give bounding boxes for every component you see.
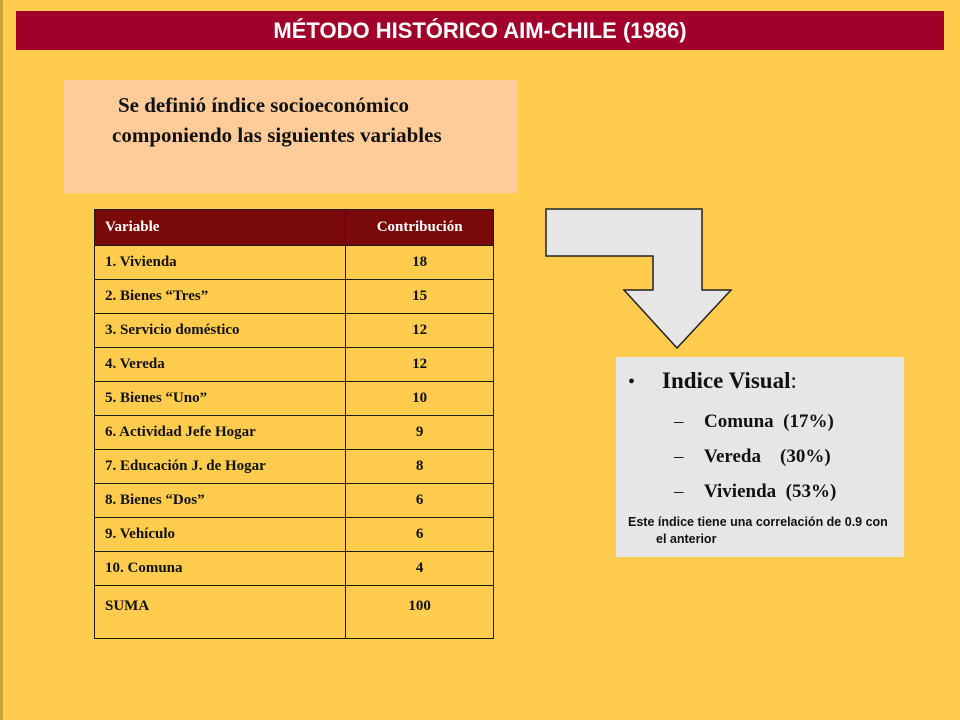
table-row	[95, 552, 494, 586]
table-row	[95, 348, 494, 382]
bullet-icon: •	[628, 371, 636, 393]
variable-cell: 1. Vivienda	[95, 246, 346, 280]
intro-text: Se definió índice socioeconómico componiendo las siguientes variables	[112, 93, 442, 147]
variables-table	[94, 209, 494, 639]
variable-cell: 7. Educación J. de Hogar	[95, 450, 346, 484]
variable-cell: 4. Vereda	[95, 348, 346, 382]
contribution-cell: 10	[346, 382, 494, 416]
table-header-row	[95, 210, 494, 246]
variable-cell: 5. Bienes “Uno”	[95, 382, 346, 416]
contribution-cell: 12	[346, 314, 494, 348]
variable-cell: 8. Bienes “Dos”	[95, 484, 346, 518]
list-item	[674, 404, 894, 439]
table-row	[95, 586, 494, 639]
table-body	[95, 246, 494, 639]
intro-box	[64, 80, 518, 193]
variable-cell: 2. Bienes “Tres”	[95, 280, 346, 314]
header-contribution: Contribución	[346, 210, 494, 246]
dash-icon: –	[674, 411, 684, 432]
visual-index-heading-row	[628, 367, 894, 396]
visual-index-colon: :	[790, 368, 797, 393]
table-row	[95, 518, 494, 552]
contribution-cell: 15	[346, 280, 494, 314]
contribution-cell: 6	[346, 518, 494, 552]
table-row	[95, 450, 494, 484]
variable-cell: 9. Vehículo	[95, 518, 346, 552]
dash-icon: –	[674, 446, 684, 467]
variable-cell: 3. Servicio doméstico	[95, 314, 346, 348]
contribution-cell: 100	[346, 586, 494, 639]
variable-cell: 6. Actividad Jefe Hogar	[95, 416, 346, 450]
table-row	[95, 416, 494, 450]
contribution-cell: 4	[346, 552, 494, 586]
table-row	[95, 484, 494, 518]
slide-title: MÉTODO HISTÓRICO AIM-CHILE (1986)	[273, 17, 687, 43]
contribution-cell: 12	[346, 348, 494, 382]
visual-index-box	[616, 357, 904, 557]
contribution-cell: 8	[346, 450, 494, 484]
table-row	[95, 280, 494, 314]
visual-item-vivienda: Vivienda (53%)	[704, 481, 837, 502]
dash-icon: –	[674, 481, 684, 502]
visual-item-vereda: Vereda (30%)	[704, 446, 831, 467]
contribution-cell: 6	[346, 484, 494, 518]
left-edge-rule	[0, 0, 3, 720]
down-arrow-shape	[546, 209, 731, 348]
visual-index-note: Este índice tiene una correlación de 0.9 con el anterior	[628, 515, 888, 546]
visual-item-comuna: Comuna (17%)	[704, 411, 834, 432]
list-item	[674, 439, 894, 474]
down-arrow-icon	[545, 208, 735, 350]
contribution-cell: 9	[346, 416, 494, 450]
table-row	[95, 382, 494, 416]
visual-index-list	[628, 404, 894, 509]
header-variable: Variable	[95, 210, 346, 246]
list-item	[674, 474, 894, 509]
table-row	[95, 314, 494, 348]
variable-cell: 10. Comuna	[95, 552, 346, 586]
table-row	[95, 246, 494, 280]
contribution-cell: 18	[346, 246, 494, 280]
visual-index-heading: Indice Visual	[662, 368, 791, 393]
title-bar	[16, 11, 944, 50]
variable-cell: SUMA	[95, 586, 346, 639]
